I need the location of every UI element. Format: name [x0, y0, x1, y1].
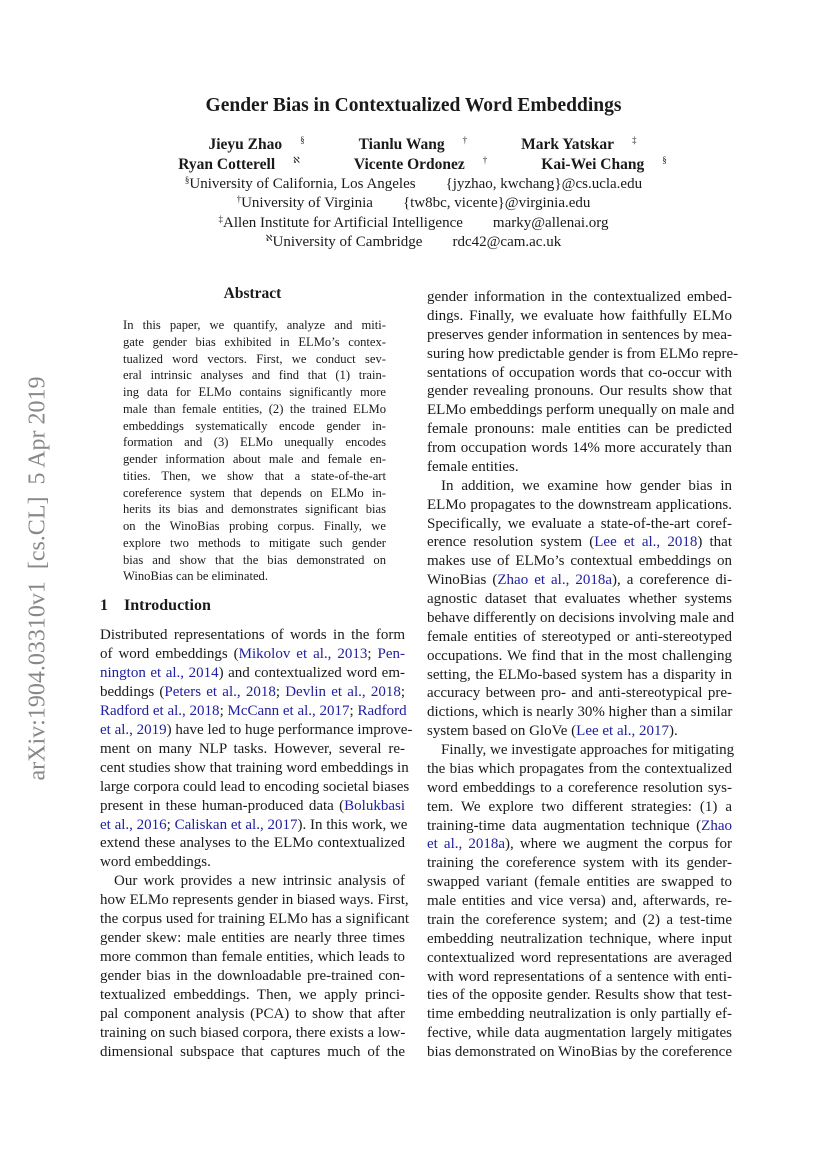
text-line — [123, 401, 386, 418]
text-segment: ). — [669, 723, 678, 740]
text-segment: erence resolution system ( — [427, 534, 595, 551]
text-segment: gender skew: male entities are nearly three times — [100, 930, 405, 947]
text-line — [427, 420, 732, 439]
text-line — [427, 835, 732, 854]
text-line — [100, 834, 405, 853]
affiliation-mark: † — [482, 155, 488, 165]
author-name: Vicente Ordonez — [353, 156, 465, 173]
authors-row-2 — [0, 156, 827, 174]
citation-link[interactable]: nington et al., 2014 — [100, 664, 219, 681]
text-segment: pal component analysis (PCA) to show that after — [100, 1006, 405, 1023]
author-name: Tianlu Wang — [358, 136, 445, 153]
text-line — [427, 1043, 732, 1062]
text-line — [427, 779, 732, 798]
text-segment: ; — [275, 683, 286, 700]
citation-link[interactable]: Lee et al., 2017 — [576, 723, 670, 740]
text-line — [427, 798, 732, 817]
text-segment: In addition, we examine how gender bias in — [441, 477, 732, 494]
text-segment: makes use of ELMo’s contextual embeddings on — [427, 553, 732, 570]
affiliation-line — [0, 176, 827, 193]
text-segment: ), where we augment the corpus for — [505, 836, 732, 853]
text-segment: swapped variant (female entities are swapped to — [427, 874, 732, 891]
text-line — [427, 401, 735, 420]
text-line — [100, 740, 405, 759]
affiliation-text: University of Cambridge rdc42@cam.ac.uk — [272, 233, 562, 250]
text-segment: dictions, which is nearly 30% higher than a similar — [427, 704, 733, 721]
text-line — [100, 891, 409, 910]
affiliation-mark: † — [462, 135, 468, 145]
text-segment: bias demonstrated on WinoBias by the coreference — [427, 1044, 732, 1060]
text-segment: ing data for ELMo contains significantly more — [123, 385, 386, 399]
text-segment: ), a coreference di- — [612, 572, 732, 589]
introduction-body — [100, 626, 413, 1062]
text-line — [100, 929, 405, 948]
text-line — [100, 683, 405, 702]
citation-link[interactable]: Zhao et al., 2018a — [497, 572, 613, 589]
affiliation-mark: ℵ — [265, 232, 273, 243]
text-segment: Specifically, we evaluate a state-of-the-art coref- — [427, 515, 732, 532]
author-name: Jieyu Zhao — [208, 136, 283, 153]
author-name: Mark Yatskar — [521, 136, 615, 153]
text-line — [427, 515, 732, 534]
text-segment: female entities. — [427, 458, 519, 475]
text-segment: formation and (3) ELMo unequally encodes — [123, 435, 386, 450]
text-segment: WinoBias ( — [427, 572, 498, 589]
text-segment: tualized word vectors. First, we conduct sev- — [123, 351, 386, 366]
text-line — [100, 1043, 405, 1062]
text-line — [100, 1024, 405, 1043]
text-line — [100, 797, 405, 816]
text-line — [427, 1024, 732, 1043]
affiliation-mark: § — [300, 135, 305, 145]
citation-link[interactable]: et al., 2016 — [100, 816, 167, 833]
right-column-body — [427, 288, 739, 1062]
text-segment: ; — [367, 645, 378, 662]
text-segment: ) and contextualized word em- — [218, 664, 405, 681]
text-segment: tities. Then, we show that a state-of-the-art — [123, 468, 386, 483]
text-segment: word embeddings to a coreference resolution sys- — [427, 779, 732, 796]
text-line — [123, 468, 386, 485]
text-segment: gender information in the contextualized embed- — [427, 289, 732, 305]
text-segment: male entities and vice versa) and, afterwards, re- — [427, 893, 732, 909]
affiliation-line — [0, 215, 827, 232]
text-segment: with word representations of a sentence with enti- — [427, 968, 732, 985]
text-segment: the corpus used for training ELMo has a significant — [100, 911, 410, 928]
text-segment: gender revealing pronouns. Our results show that — [427, 383, 732, 400]
text-line — [427, 364, 732, 383]
affiliation-text: Allen Institute for Artificial Intelligence marky@allenai.org — [222, 214, 609, 231]
author — [341, 136, 468, 153]
text-segment: gender information about male and female en- — [123, 452, 386, 466]
section-title: Introduction — [124, 597, 211, 614]
citation-link[interactable]: et al., 2019 — [100, 721, 167, 738]
author — [190, 136, 304, 153]
text-segment: word embeddings. — [100, 854, 211, 871]
text-line — [427, 949, 732, 968]
text-line — [427, 288, 732, 307]
text-segment: on the WinoBias probing corpus. Finally, we — [123, 519, 386, 533]
text-segment: suring how predictable gender is from ELMo repre- — [427, 345, 739, 362]
text-segment: In this paper, we quantify, analyze and miti- — [123, 318, 386, 332]
author-name: Ryan Cotterell — [178, 156, 276, 173]
text-segment: ; — [400, 683, 405, 700]
text-line — [123, 518, 386, 535]
text-line — [427, 458, 732, 477]
text-line — [123, 434, 386, 451]
text-line — [427, 628, 732, 647]
text-line — [100, 702, 405, 721]
text-segment: behave differently on decisions involving male and — [427, 609, 735, 626]
section-heading-introduction — [100, 597, 211, 615]
author — [503, 136, 636, 153]
text-line — [100, 1005, 405, 1024]
text-segment: training on such biased corpora, there exists a low- — [100, 1025, 406, 1042]
text-line — [100, 645, 405, 664]
citation-link[interactable]: Pen- — [377, 645, 405, 662]
text-line — [123, 367, 386, 384]
text-line — [427, 590, 732, 609]
paper-title: Gender Bias in Contextualized Word Embeddings — [205, 95, 622, 116]
text-segment: more common than female entities, which leads to — [100, 949, 405, 966]
text-segment: female pronouns: male entities can be predicted — [427, 421, 732, 438]
affiliation-mark: ℵ — [293, 155, 300, 165]
text-line — [427, 439, 732, 458]
text-segment: ties of the opposite gender. Results show that test- — [427, 987, 732, 1004]
text-segment: ) that — [697, 534, 732, 551]
text-line — [427, 873, 732, 892]
section-number: 1 — [100, 597, 108, 614]
text-line — [123, 568, 386, 585]
citation-link[interactable]: Lee et al., 2018 — [594, 534, 698, 551]
text-line — [427, 684, 732, 703]
text-segment: the bias which propagates from the contextualized — [427, 760, 732, 777]
text-segment: ELMo propagates to the downstream applications. — [427, 496, 732, 513]
text-line — [427, 382, 732, 401]
text-segment: beddings ( — [100, 683, 165, 700]
text-segment: ) have led to huge performance improve- — [166, 721, 413, 738]
text-line — [427, 552, 732, 571]
text-segment: agnostic dataset that evaluates whether systems — [427, 591, 732, 607]
text-line — [100, 664, 405, 683]
text-segment: ; — [349, 702, 358, 719]
text-line — [100, 853, 405, 872]
text-line — [427, 307, 732, 326]
text-line — [100, 872, 405, 891]
text-line — [100, 948, 405, 967]
text-line — [123, 451, 386, 468]
affiliation-mark: § — [184, 175, 190, 185]
text-line — [123, 501, 386, 518]
text-segment: ; — [166, 816, 175, 833]
text-line — [100, 816, 408, 835]
text-line — [123, 317, 386, 334]
text-segment: occupations. We find that in the most challenging — [427, 647, 732, 664]
text-segment: system based on GloVe ( — [427, 723, 577, 740]
abstract-heading: Abstract — [223, 285, 282, 302]
text-line — [100, 967, 405, 986]
text-line — [427, 930, 732, 949]
text-segment: accuracy between pro- and anti-stereotypical pre- — [427, 685, 732, 702]
text-line — [427, 741, 735, 760]
text-segment: large corpora could lead to encoding societal biases — [100, 778, 410, 795]
text-line — [100, 721, 413, 740]
text-segment: gate gender bias exhibited in ELMo’s contex- — [123, 334, 386, 349]
citation-link[interactable]: Mikolov et al., 2013 — [238, 645, 368, 662]
citation-link[interactable]: Radford et al., 2018 — [100, 702, 220, 719]
text-line — [427, 571, 732, 590]
text-line — [100, 626, 405, 645]
text-line — [427, 703, 732, 722]
text-segment: contextualized word representations are averaged — [427, 949, 732, 966]
text-line — [427, 986, 732, 1005]
affiliation-text: University of California, Los Angeles {jyzhao, kwchang}@cs.ucla.edu — [189, 176, 643, 192]
author — [523, 156, 666, 173]
citation-link[interactable]: Bolukbasi — [344, 797, 405, 814]
text-segment: time embedding neutralization is only partially ef- — [427, 1006, 732, 1023]
text-line — [427, 854, 732, 873]
text-segment: ELMo embeddings perform unequally on male and — [427, 402, 735, 419]
text-segment: sentations of occupation words that co-occur with — [427, 364, 732, 381]
arxiv-identifier: arXiv:1904.03310v1 [cs.CL] 5 Apr 2019 — [24, 376, 51, 781]
abstract-body — [123, 317, 386, 585]
text-line — [123, 485, 386, 502]
text-segment: female entities of stereotyped or anti-stereotyped — [427, 628, 732, 645]
text-segment: training the coreference system with its gender- — [427, 855, 732, 872]
text-line — [427, 760, 732, 779]
text-line — [100, 986, 405, 1005]
text-line — [427, 817, 732, 836]
text-segment: bias and show that the bias demonstrated on — [123, 552, 386, 567]
text-line — [123, 334, 386, 351]
text-segment: herits its bias and demonstrates significant bias — [123, 502, 386, 517]
author — [160, 156, 300, 173]
text-segment: setting, the ELMo-based system has a disparity in — [427, 666, 732, 683]
author-name: Kai-Wei Chang — [541, 156, 645, 173]
citation-link[interactable]: Zhao — [701, 817, 732, 834]
text-segment: extend these analyses to the ELMo contextualized — [100, 835, 405, 852]
text-segment: embedding neutralization technique, where input — [427, 930, 732, 947]
text-line — [427, 647, 732, 666]
author — [336, 156, 487, 173]
text-line — [427, 1005, 732, 1024]
text-line — [123, 351, 386, 368]
text-line — [427, 326, 732, 345]
text-segment: Distributed representations of words in the form — [100, 627, 405, 643]
text-segment: male than female entities, (2) the trained ELMo — [123, 401, 386, 416]
text-line — [427, 666, 732, 685]
citation-link[interactable]: et al., 2018a — [427, 836, 506, 853]
text-line — [100, 759, 409, 778]
text-segment: dimensional subspace that captures much of the — [100, 1043, 405, 1060]
text-segment: from occupation words 14% more accurately than — [427, 440, 732, 456]
text-segment: how ELMo represents gender in biased ways. First, — [100, 892, 409, 909]
text-segment: tem. We explore two different strategies: (1) a — [427, 798, 732, 815]
text-line — [427, 968, 732, 987]
text-segment: ; — [219, 702, 228, 719]
text-line — [427, 722, 732, 741]
text-segment: eral intrinsic analyses and find that (1) train- — [123, 368, 386, 383]
citation-link[interactable]: Caliskan et al., 2017 — [174, 816, 298, 833]
text-segment: present in these human-produced data ( — [100, 797, 345, 814]
text-segment: preserves gender information in sentences by mea- — [427, 326, 732, 343]
authors-row-1 — [0, 136, 827, 154]
text-segment: training-time data augmentation technique ( — [427, 817, 702, 834]
citation-link[interactable]: Radford — [357, 702, 407, 719]
text-segment: ment on many NLP tasks. However, several re- — [100, 740, 405, 757]
text-line — [427, 609, 735, 628]
affiliation-mark: † — [236, 194, 242, 205]
text-line — [123, 418, 386, 435]
text-line — [427, 533, 732, 552]
text-line — [427, 911, 732, 930]
text-segment: coreference system that depends on ELMo in- — [123, 485, 386, 500]
text-segment: dings. Finally, we evaluate how faithfully ELMo — [427, 307, 732, 324]
text-segment: cent studies show that training word embeddings in — [100, 759, 409, 776]
text-segment: Our work provides a new intrinsic analysis of — [114, 873, 405, 890]
text-line — [100, 910, 410, 929]
text-segment: embeddings systematically encode gender in- — [123, 418, 386, 433]
text-segment: textualized embeddings. Then, we apply princi- — [100, 987, 405, 1004]
citation-link[interactable]: McCann et al., 2017 — [227, 702, 350, 719]
affiliation-mark: ‡ — [218, 213, 223, 224]
affiliation-mark: ‡ — [632, 135, 637, 145]
text-line — [123, 552, 386, 569]
text-line — [100, 778, 410, 797]
affiliation-text: University of Virginia {tw8bc, vicente}@virginia.edu — [241, 195, 591, 212]
text-segment: ). In this work, we — [297, 816, 408, 833]
text-line — [427, 892, 732, 911]
text-segment: fective, while data augmentation largely mitigates — [427, 1025, 732, 1042]
citation-link[interactable]: Devlin et al., 2018 — [285, 683, 401, 700]
text-line — [427, 496, 732, 515]
text-line — [427, 477, 732, 496]
text-segment: Finally, we investigate approaches for mitigating — [441, 742, 735, 758]
text-segment: WinoBias can be eliminated. — [123, 569, 268, 584]
text-segment: train the coreference system; and (2) a test-time — [427, 911, 732, 928]
text-line — [427, 345, 739, 364]
affiliation-mark: § — [662, 155, 667, 165]
text-segment: of word embeddings ( — [100, 645, 239, 662]
citation-link[interactable]: Peters et al., 2018 — [164, 683, 276, 700]
text-line — [123, 384, 386, 401]
affiliation-line — [0, 234, 827, 251]
text-segment: gender bias in the downloadable pre-trained con- — [100, 968, 405, 985]
affiliation-line — [0, 195, 827, 212]
text-segment: explore two methods to mitigate such gender — [123, 535, 386, 550]
text-line — [123, 535, 386, 552]
